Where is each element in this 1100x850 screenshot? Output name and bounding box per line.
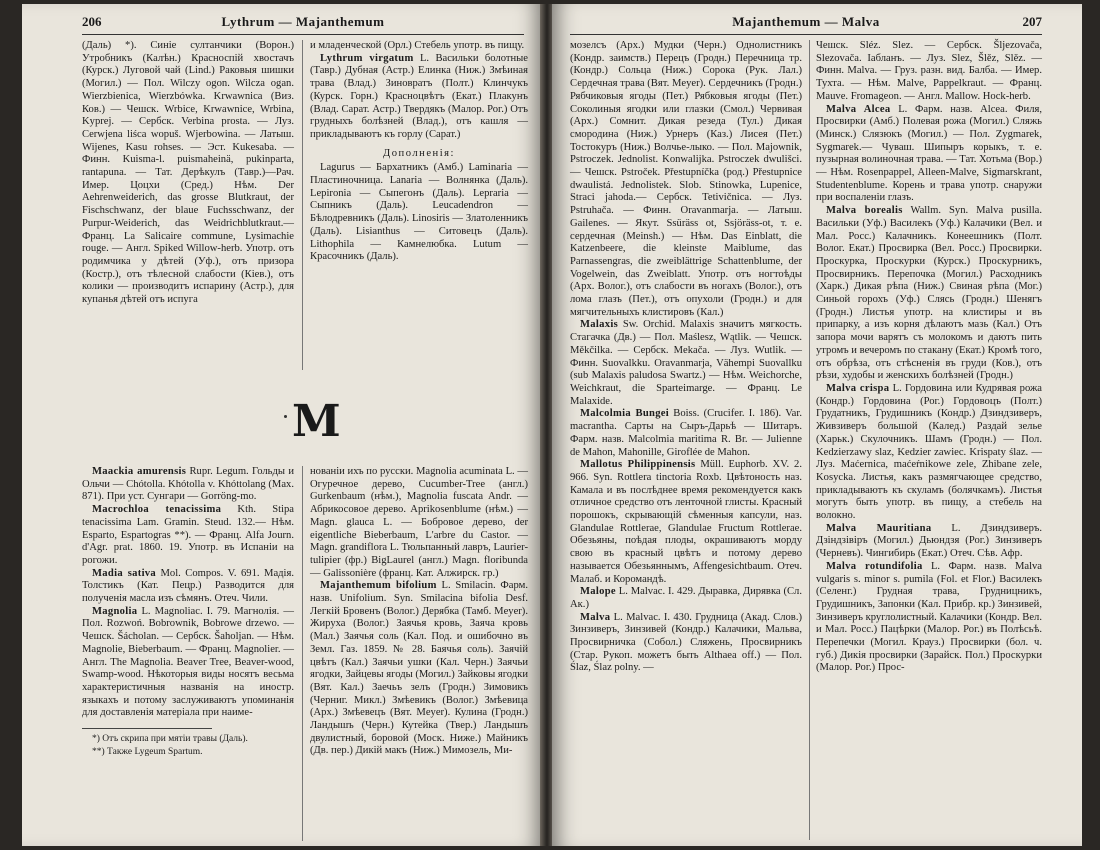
entry-text: нованіи ихъ по русски. Magnolia acuminata L. — Огуречное дерево, Cucumber-Tree (англ.) Gurkenbaum (нѣм.), Magnolia fuscata Andr. — Абрикосовое дерево. Aprikosenblume (нѣм.) — Magn. glauca L. — Бобровое дерево, der eigentliche Bieberbaum, L'arbre du Castor. — Magn. grandiflora L. Тюльпанный лавръ, Laurier-tulipier (фр.) BigLaurel (англ.) Magn. floribunda — Galissonière (франц. Кат. Алжирск. гр.) bbox=[310, 466, 528, 579]
entry-headword: Malva Mauritiana bbox=[826, 522, 932, 534]
entry-headword: Malaxis bbox=[580, 319, 618, 331]
entry-text: Mol. Compos. V. 691. Мадія. Толстикъ (Кат. Пецр.) Разводится для полученія масла изъ сѣмянъ. Отеч. Чили. bbox=[82, 567, 294, 605]
column-top-2 bbox=[310, 40, 528, 264]
entry-text: Müll. Euphorb. XV. 2. 966. Syn. Rottlera tinctoria Roxb. Цвѣтоность наз. Камала и въ послѣднее время рекомендуется какъ отличное средство отъ ленточной глисты. Красный порошокъ, скрывающій сѣменныя капсули, наз. Glandulae Rottlerae, Glandulae Fructum Rottlerae. Обезьяны, поѣдая плоды, окрашиваютъ морду свою въ красный цвѣтъ и потому дерево называется Обезьяннымъ, Affengesichtbaum. Отеч. Малаб. и Коромандѣ. bbox=[570, 459, 802, 585]
dictionary-entry bbox=[570, 408, 802, 459]
page-number: 207 bbox=[1022, 14, 1042, 29]
dictionary-entry bbox=[816, 561, 1042, 675]
entry-headword: Malope bbox=[580, 586, 616, 598]
column-2 bbox=[816, 40, 1042, 675]
dictionary-entry bbox=[816, 523, 1042, 561]
column-bottom-1 bbox=[82, 466, 294, 758]
entry-text: (Даль) *). Синіе султанчики (Ворон.) Утробникъ (Калѣн.) Красноспій хвостачъ (Курск.) Луговой чай (Lind.) Раковыя шишки (Могил.) — Пол. Wilczy ogon. Wilcza ogan. Wierzbienica, Wierzbówka. Krwawnica (Виз. Ков.) — Чешск. Wrbice, Krwawnice, Wrbina, Kyprej. — Сербск. Verbina prosta. — Луз. Cerwjena liśca wopuš. Wjerbowina. — Латыш. Wijenes, Kasu rohses. — Эст. Kukesaba. — Финн. Kuisma-l. puismaheinä, pukinparta, rantapuna. — Тат. Дерѣкулъ (Тавр.)—Рач. Имер. Цоцхи (Сред.) Нѣм. Der Aehrenweiderich, das grosse Blutkraut, der Fischschwanz, der blaue Fuchsschwanz, der Purpur-Weiderich, das Weidrichblutkraut.— Франц. La Salicaire commune, Lysimachie rouge. — Англ. Spiked Willow-herb. Употр. отъ родимчика у дѣтей (Уф.), отъ призора (Костр.), отъ тѣлесной слабости (Кіев.), отъ колики — производитъ испарину (Астр.), для купанья дѣтей отъ испуга bbox=[82, 40, 294, 306]
dictionary-entry bbox=[82, 606, 294, 720]
entry-text: L. Malvac. I. 430. Грудница (Акад. Слов.) Зинзиверъ, Зинзивей (Кондр.) Калачики, Мальва, Просвирничка (Собол.) Сляжень, Просвирникъ (Стар. Рукоп. можетъ быть Althaea off.) — Пол. Ślaz, Ślaz polny. — bbox=[570, 611, 802, 674]
ornament-dot bbox=[284, 415, 287, 418]
footnote: *) Отъ скрипа при мятіи травы (Даль). bbox=[92, 734, 248, 745]
entry-text: L. Malvac. I. 429. Дыравка, Дирявка (Сл. Ак.) bbox=[570, 586, 802, 610]
entry-headword: Malva bbox=[580, 611, 611, 623]
entry-text: Sw. Orchid. Malaxis значитъ мягкость. Стагачка (Дв.) — Пол. Maślesz, Wątlik. — Чешск. Měkčilka. — Сербск. Mekača. — Луз. Wutlik. — Финн. Suovalkku. Oravanmarja, Vähempi Suovallku (sub Malaxis paludosa Swartz.) — Нѣм. Weichorche, Weichkraut, die Sparteimarge. — Франц. Le Malaxide. bbox=[570, 319, 802, 407]
book-spread bbox=[22, 4, 1082, 846]
entry-text: мозелсъ (Арх.) Мудки (Черн.) Однолистникъ (Кондр. заимств.) Перецъ (Гродн.) Перечница тр. (Кондр.) Сольца (Ниж.) Сорока (Рук. Лал.) Сердечная трава (Вят. Meyer). Сердечникъ (Гродн.) Рябчиковыя ягоды (Пет.) Рябковыя ягоды (Пет.) Соколиныя ягодки или глазки (Смол.) Червивая (Арх.) Сомнит. Дикая резеда (Тул.) Дикая смородина (Ниж.) Урнеръ (Каз.) Лисея (Пет.) Тостокуръ (Ниж.) Волчье-лыко. — Пол. Majownik, Pstroczek. Jednolist. Konwalijka. Pstroczek dwulišci. — Чешск. Pstroček. Přestupníčka (род.) Přestupnice dwaulistá. Jednolistek. Slob. Stinowka, Lupenice, Straci jahoda.— Сербск. Tetivičnica. — Луз. Pstruhača. — Финн. Oravanmarja. — Латыш. Gailenes. — Якут. Ssüräss ot, Ssjöräss-ot, т. е. сердечная (Meinsh.) — Нѣм. Das Einblatt, die Katzenbeere, die kleinste Maiblume, das Parnassengras, die zweiblättrige Schattenblume, der Vogelwein, das Zweiblatt. Употр. отъ ногтоѣды (Арх. Волог.), отъ слабости въ ногахъ (Волог.), отъ лома глазъ (Пет.), отъ опухоли (Гродн.) и для мягчительныхъ клистировъ (Кал.) bbox=[570, 40, 802, 318]
right-page-header bbox=[570, 12, 1042, 35]
dictionary-entry bbox=[570, 319, 802, 408]
dictionary-entry bbox=[816, 40, 1042, 104]
entry-text: L. Smilacin. Фарм. назв. Unifolium. Syn. Smilacina bifolia Desf. Легкій Бровенъ (Волог.) Дерябка (Тамб. Meyer). Жируха (Волог.) Заячья кровь, Заяча кровь (Мал.) Заячья соль (Кал. Под. и ошибочно въ Земл. Газ. 1859. № 28. Баячья соль). Заячій цвѣтъ (Кал.) Заячьи ушки (Кал. Черн.) Заячьи ягодки, Зайцевы ягоды (Могил.) Зайковы ягодки (Вят. Кал.) Заечьъ зелъ (Гродн.) Зимовикъ (Черниг. Микл.) Змѣевикъ (Волог.) Змѣевица (Арх.) Змѣевецъ (Вят. Meyer). Кулина (Гродн.) Ландышъ (Черн.) Кутейка (Твер.) Ландышъ двулистный, боровой (Моск. Ниже.) Майникъ (Дв. пер.) Дикій макъ (Ниж.) Мимозель, Ми- bbox=[310, 580, 528, 757]
left-page-header bbox=[82, 12, 524, 35]
entry-text: L. Фарм. назв. Malva vulgaris s. minor s. pumila (Fol. et Flor.) Василекъ (Селенг.) Грудная трава, Грудницникъ, Грудишникъ, Запонки (Кал. Прибр. кр.) Зинзивей, Зинзиверъ круглолистный. Калачики (Кондр. Вел. и Мал. Росс.) Пацѣрки (Малор. Рог.) въ Полѣсьѣ. Перепечки (Могил. Крауз.) Просвирки (бол. ч. губ.) Дикія просвирки (Зарайск. Пол.) Проскурки (Малор. Рог.) Прос- bbox=[816, 560, 1043, 674]
entry-headword: Malcolmia Bungei bbox=[580, 408, 670, 420]
dictionary-entry bbox=[816, 383, 1042, 523]
entry-headword: Majanthemum bifolium bbox=[320, 580, 437, 592]
entry-text: L. Magnoliac. I. 79. Магнолія. — Пол. Rozwoń. Bobrownik, Bobrowe drzewo. — Чешск. Šácholan. — Сербск. Šaholjan. — Нѣм. Magnolie, Bieberbaum. — Франц. Magnolier. — Англ. The Magnolia. Beaver Tree, Beaver-wood, Swamp-wood. Нѣкоторыя виды носятъ весьма характеристичныя названія на иностр. языкахъ и потому заслуживаютъ упоминанія для доставленія матеріала при наиме- bbox=[82, 605, 294, 719]
entry-text: L. Гордовина или Кудрявая рожа (Кондр.) Гордовина (Рог.) Гордовоцъ (Полт.) Грудатникъ, Грудишникъ (Кондр.) Дзиндзиверъ, Живзиверъ большой (Калед.) Раздай зелье (Харьк.) Скулочникъ. Шамъ (Гродн.) — Пол. Kedzierzawy slaz, Kedzier zawiec. Krispaty ślaz. — Луз. Maćernica, maćeŕnikowe zele, Zhibane zele, Kosycka. Листья, какъ размягчающее средство, прикладываютъ къ скуламъ (болячкамъ). Листья могутъ быть употр. въ пищу, а стебель на волокно. bbox=[816, 382, 1043, 522]
column-top-1 bbox=[82, 40, 294, 307]
entry-headword: Malva crispa bbox=[826, 382, 890, 394]
column-divider bbox=[809, 40, 810, 840]
dictionary-entry bbox=[570, 612, 802, 676]
entry-text: L. Фарм. назв. Alcea. Филя, Просвирки (Амб.) Полевая рожа (Могил.) Сляжь (Минск.) Слязюкъ (Могил.) — Пол. Zygmarek, Sygmarek.— Чуваш. Шипыръ корыкъ, т. е. пузырная волиночная трава. — Тат. Хотьма (Вор.) — Нѣм. Rosenpappel, Alleen-Malve, Sigmarskrant, Studentenblume. Корень и трава употр. снаружи при воспаленіи глазъ. bbox=[816, 103, 1042, 204]
entry-headword: Malva rotundifolia bbox=[826, 560, 923, 572]
dictionary-entry bbox=[82, 466, 294, 504]
footnote-rule bbox=[82, 728, 212, 729]
dictionary-entry bbox=[310, 53, 528, 142]
dictionary-entry bbox=[570, 459, 802, 586]
running-head: Majanthemum — Malva bbox=[732, 14, 880, 29]
dictionary-entry bbox=[310, 466, 528, 580]
column-bottom-2 bbox=[310, 466, 528, 758]
entry-headword: Magnolia bbox=[92, 605, 138, 617]
entry-text: L. Дзиндзиверъ. Дзіндзівіръ (Могил.) Дьюндзя (Рог.) Зинзиверъ (Черневъ). Чингибирь (Екат.) Отеч. Сѣв. Афр. bbox=[816, 522, 1042, 560]
entry-text: L. Васильки болотные (Тавр.) Дубная (Астр.) Елинка (Ниж.) Змѣиная трава (Влад.) Зиновратъ (Полт.) Клинчукъ (Курск. Горн.) Красноцвѣтъ (Екат.) Плакунъ (Влад. Сарат. Астр.) Твердякъ (Малор. Рог.) Отъ грудныхъ болѣзней (Влад.), отъ кашля — прикладываютъ къ горлу (Сарат.) bbox=[310, 52, 528, 140]
entry-text: Kth. Stipa tenacissima Lam. Gramin. Steud. 132.— Нѣм. Esparto, Espartogras **). — Франц. Alfa Journ. d'Agr. prat. 1860. 19. Употр. въ Испаніи на рогожи. bbox=[82, 504, 294, 566]
dictionary-entry bbox=[82, 40, 294, 307]
dictionary-entry bbox=[816, 104, 1042, 206]
entry-text: и младенческой (Орл.) Стебель употр. въ пищу. bbox=[310, 40, 525, 51]
entry-text: Lagurus — Бархатникъ (Амб.) Laminaria — Пластиночница. Lanaria — Волнянка (Даль). Lepironia — Сыпегонъ (Даль). Lepraria — Сыпникъ (Даль). Leucadendron — Бѣлодревникъ (Даль). Linosiris — Златоленникъ (Даль). Lisianthus — Ситовецъ (Даль). Lithophila — Камнелюбка. Lutum — Красочникъ (Даль). bbox=[310, 162, 528, 263]
dictionary-entry bbox=[310, 40, 528, 53]
dictionary-entry bbox=[310, 162, 528, 264]
column-divider bbox=[302, 40, 303, 370]
entry-headword: Maackia amurensis bbox=[92, 466, 187, 477]
entry-headword: Macrochloa tenacissima bbox=[92, 504, 222, 516]
footnote: **) Также Lygeum Spartum. bbox=[92, 746, 203, 757]
dictionary-entry bbox=[816, 205, 1042, 383]
dictionary-entry bbox=[570, 40, 802, 319]
entry-headword: Lythrum virgatum bbox=[320, 52, 414, 64]
section-letter: M bbox=[292, 396, 343, 447]
dictionary-entry bbox=[310, 580, 528, 758]
page-number: 206 bbox=[82, 14, 102, 29]
entry-text: Чешск. Sléz. Slez. — Сербск. Šljezovača, Slezovača. Iабланъ. — Луз. Slez, Šlěz, Slěz. — Финн. Malva. — Груз. разн. вид. Балба. — Имер. Тухта. — Нѣм. Malve, Pappelkraut. — Франц. Mauve. Fromageon. — Англ. Mallow. Hock-herb. bbox=[816, 40, 1042, 102]
entry-headword: Malva borealis bbox=[826, 205, 903, 217]
entry-headword: Mallotus Philippinensis bbox=[580, 459, 696, 471]
dictionary-entry bbox=[82, 504, 294, 568]
entry-text: Boiss. (Crucifer. I. 186). Var. macrantha. Сарты на Сыръ-Дарьѣ — Шитаръ. Фарм. назв. Malcolmia maritima R. Br. — Julienne de Mahon, Mahonille, Giroflée de Mahon. bbox=[570, 408, 802, 458]
dictionary-entry bbox=[570, 586, 802, 611]
subheading: Дополненія: bbox=[383, 147, 455, 159]
right-page bbox=[552, 4, 1082, 846]
entry-text: Rupr. Legum. Гольды и Ольчи — Chótolla. Khótolla v. Khóttolang (Max. 871). При уст. Сунгари — Gorröng-mo. bbox=[82, 466, 294, 503]
left-page bbox=[22, 4, 542, 846]
entry-text: Wallm. Syn. Malva pusilla. Васильки (Уф.) Василекъ (Уф.) Калачики (Вел. и Мал. Росс.) Калачникъ. Конеешникъ (Полт. Волог. Екат.) Просвирка (Вел. Росс.) Просвирки. Проскурка, Проскурки (Курск.) Проскурникъ, Просвирникъ. Перепочка (Могил.) Расходникъ (Харк.) Дикая рѣпа (Ниж.) Свиная рѣпа (Мог.) Синьой горохъ (Уф.) Слясь (Гродн.) Шенягъ (Гродн.) Листья употр. на клистиры и въ припарку, а изъ корня дѣлаютъ мазь (Кал.) Отъ запора мочи варятъ съ молокомъ и даютъ пить утромъ и вечеромъ по стакану (Екат.) Кромѣ того, отъ обрѣза, отъ стѣсненія въ груди (Ков.), отъ рѣзи, худобы и женскихъ болѣзней (Гродн.) bbox=[816, 205, 1042, 382]
entry-headword: Madia sativa bbox=[92, 567, 157, 579]
dictionary-entry bbox=[82, 568, 294, 606]
column-1 bbox=[570, 40, 802, 675]
column-divider bbox=[302, 466, 303, 841]
entry-headword: Malva Alcea bbox=[826, 103, 891, 115]
running-head: Lythrum — Majanthemum bbox=[221, 14, 385, 29]
